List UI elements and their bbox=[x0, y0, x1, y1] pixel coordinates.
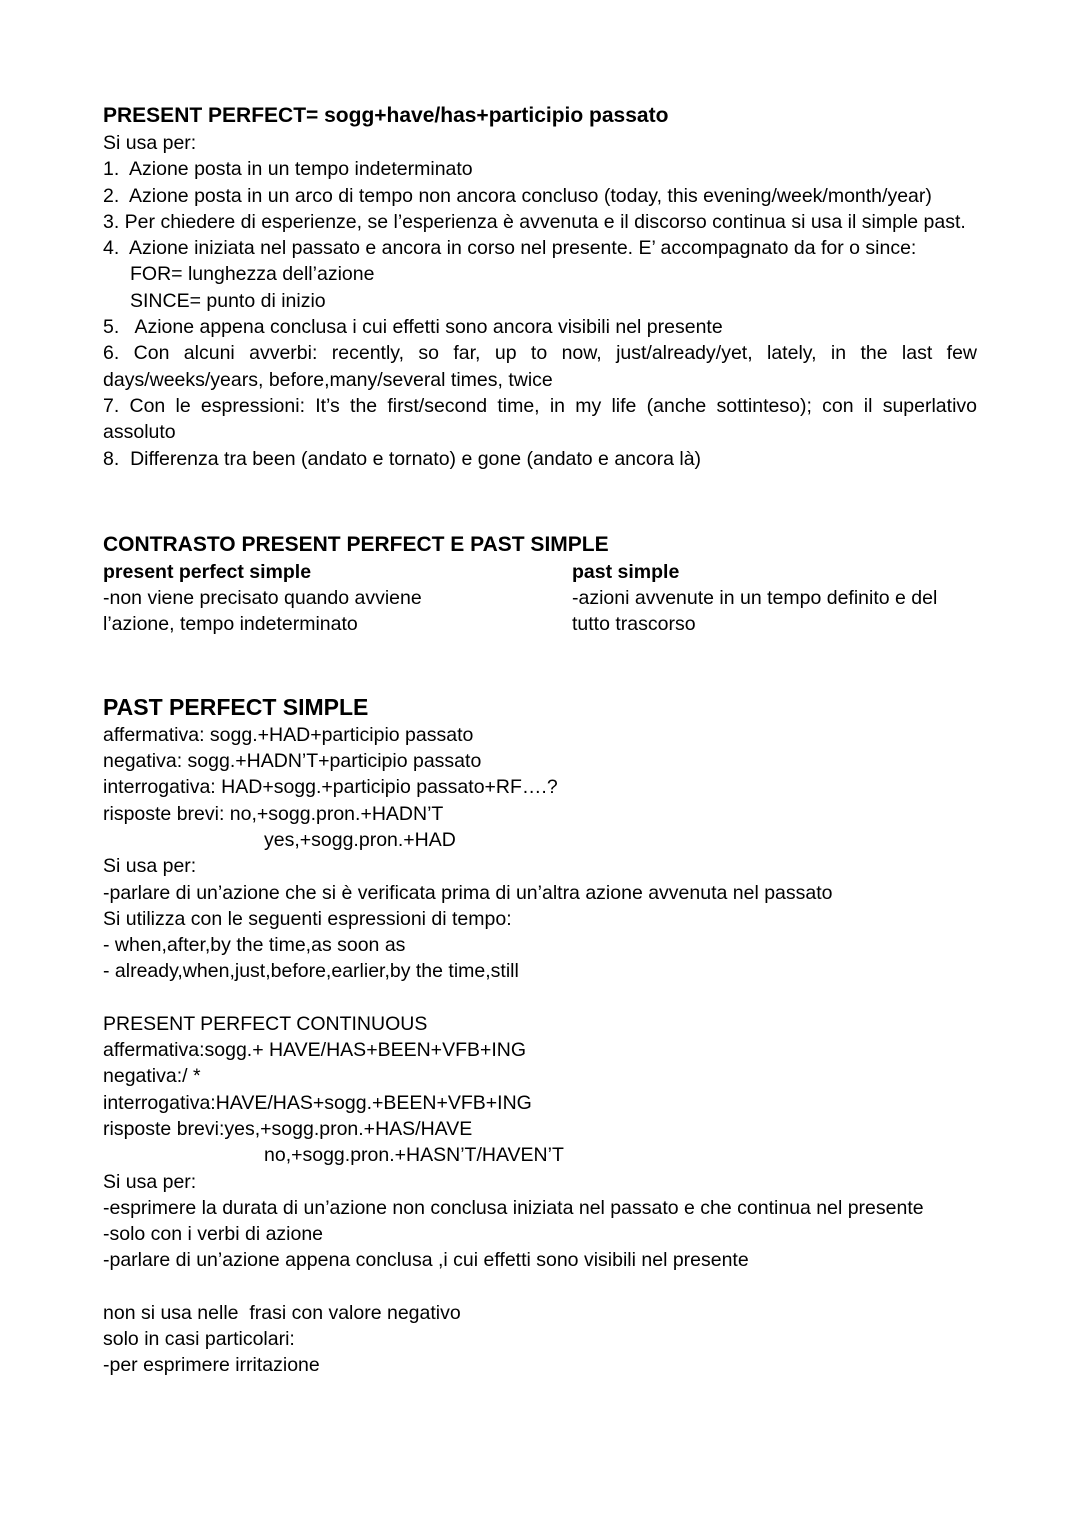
list-item: 4. Azione iniziata nel passato e ancora in corso nel presente. E’ accompagnato da for o since: bbox=[103, 237, 917, 260]
section-title: PAST PERFECT SIMPLE bbox=[103, 693, 369, 720]
form-negativa: negativa: sogg.+HADN’T+participio passato bbox=[103, 750, 482, 773]
si-usa-label: Si usa per: bbox=[103, 1170, 197, 1193]
comparison-columns bbox=[103, 559, 977, 638]
contrasto-section bbox=[103, 531, 977, 638]
present-perfect-column bbox=[103, 559, 572, 638]
list-item: 3. Per chiedere di esperienze, se l’esperienza è avvenuta e il discorso continua si usa il simple past. bbox=[103, 210, 966, 233]
note-line: non si usa nelle frasi con valore negativo bbox=[103, 1301, 461, 1324]
column-text: -azioni avvenute in un tempo definito e del tutto trascorso bbox=[572, 587, 943, 636]
column-header: present perfect simple bbox=[103, 560, 312, 583]
form-interrogativa: interrogativa: HAD+sogg.+participio passato+RF….? bbox=[103, 776, 558, 799]
section-title: CONTRASTO PRESENT PERFECT E PAST SIMPLE bbox=[103, 532, 609, 556]
usage-line: -solo con i verbi di azione bbox=[103, 1223, 324, 1246]
document-page bbox=[103, 102, 983, 1379]
list-item: 7. Con le espressioni: It’s the first/second time, in my life (anche sottinteso); con il superlativo assoluto bbox=[103, 394, 983, 444]
since-definition: SINCE= punto di inizio bbox=[130, 289, 326, 312]
usage-line: -parlare di un’azione appena conclusa ,i cui effetti sono visibili nel presente bbox=[103, 1249, 749, 1272]
espressioni-label: Si utilizza con le seguenti espressioni di tempo: bbox=[103, 907, 512, 930]
form-affermativa: affermativa: sogg.+HAD+participio passato bbox=[103, 723, 474, 746]
column-text: -non viene precisato quando avviene l’azione, tempo indeterminato bbox=[103, 587, 428, 636]
present-perfect-section bbox=[103, 102, 983, 472]
risposte-brevi: risposte brevi:yes,+sogg.pron.+HAS/HAVE bbox=[103, 1117, 473, 1140]
usage-line: -parlare di un’azione che si è verificata prima di un’altra azione avvenuta nel passato bbox=[103, 881, 833, 904]
list-item: 8. Differenza tra been (andato e tornato) e gone (andato e ancora là) bbox=[103, 447, 702, 470]
list-item: 5. Azione appena conclusa i cui effetti sono ancora visibili nel presente bbox=[103, 316, 723, 339]
list-item: 2. Azione posta in un arco di tempo non ancora concluso (today, this evening/week/month/year) bbox=[103, 184, 932, 207]
espressione-line: - already,when,just,before,earlier,by the time,still bbox=[103, 960, 519, 983]
form-affermativa: affermativa:sogg.+ HAVE/HAS+BEEN+VFB+ING bbox=[103, 1039, 527, 1062]
section-title: PRESENT PERFECT= sogg+have/has+participio passato bbox=[103, 104, 669, 127]
present-perfect-continuous-section bbox=[103, 1011, 977, 1379]
note-line: -per esprimere irritazione bbox=[103, 1354, 320, 1377]
espressione-line: - when,after,by the time,as soon as bbox=[103, 934, 406, 957]
risposte-brevi-no: no,+sogg.pron.+HASN’T/HAVEN’T bbox=[264, 1144, 564, 1167]
section-title: PRESENT PERFECT CONTINUOUS bbox=[103, 1012, 428, 1035]
column-header: past simple bbox=[572, 560, 680, 583]
list-item: 6. Con alcuni avverbi: recently, so far, up to now, just/already/yet, lately, in the last few days/weeks/years, before,many/several times, twice bbox=[103, 342, 983, 391]
risposte-brevi: risposte brevi: no,+sogg.pron.+HADN’T bbox=[103, 802, 444, 825]
form-interrogativa: interrogativa:HAVE/HAS+sogg.+BEEN+VFB+ING bbox=[103, 1091, 532, 1114]
si-usa-label: Si usa per: bbox=[103, 855, 197, 878]
form-negativa: negativa:/ * bbox=[103, 1065, 201, 1088]
past-simple-column bbox=[572, 559, 977, 638]
list-item: 1. Azione posta in un tempo indeterminato bbox=[103, 158, 473, 181]
past-perfect-section bbox=[103, 692, 977, 985]
usage-line: -esprimere la durata di un’azione non conclusa iniziata nel passato e che continua nel presente bbox=[103, 1196, 924, 1219]
risposte-brevi-yes: yes,+sogg.pron.+HAD bbox=[264, 828, 456, 851]
note-line: solo in casi particolari: bbox=[103, 1327, 295, 1350]
for-definition: FOR= lunghezza dell’azione bbox=[130, 263, 375, 286]
si-usa-label: Si usa per: bbox=[103, 132, 197, 154]
